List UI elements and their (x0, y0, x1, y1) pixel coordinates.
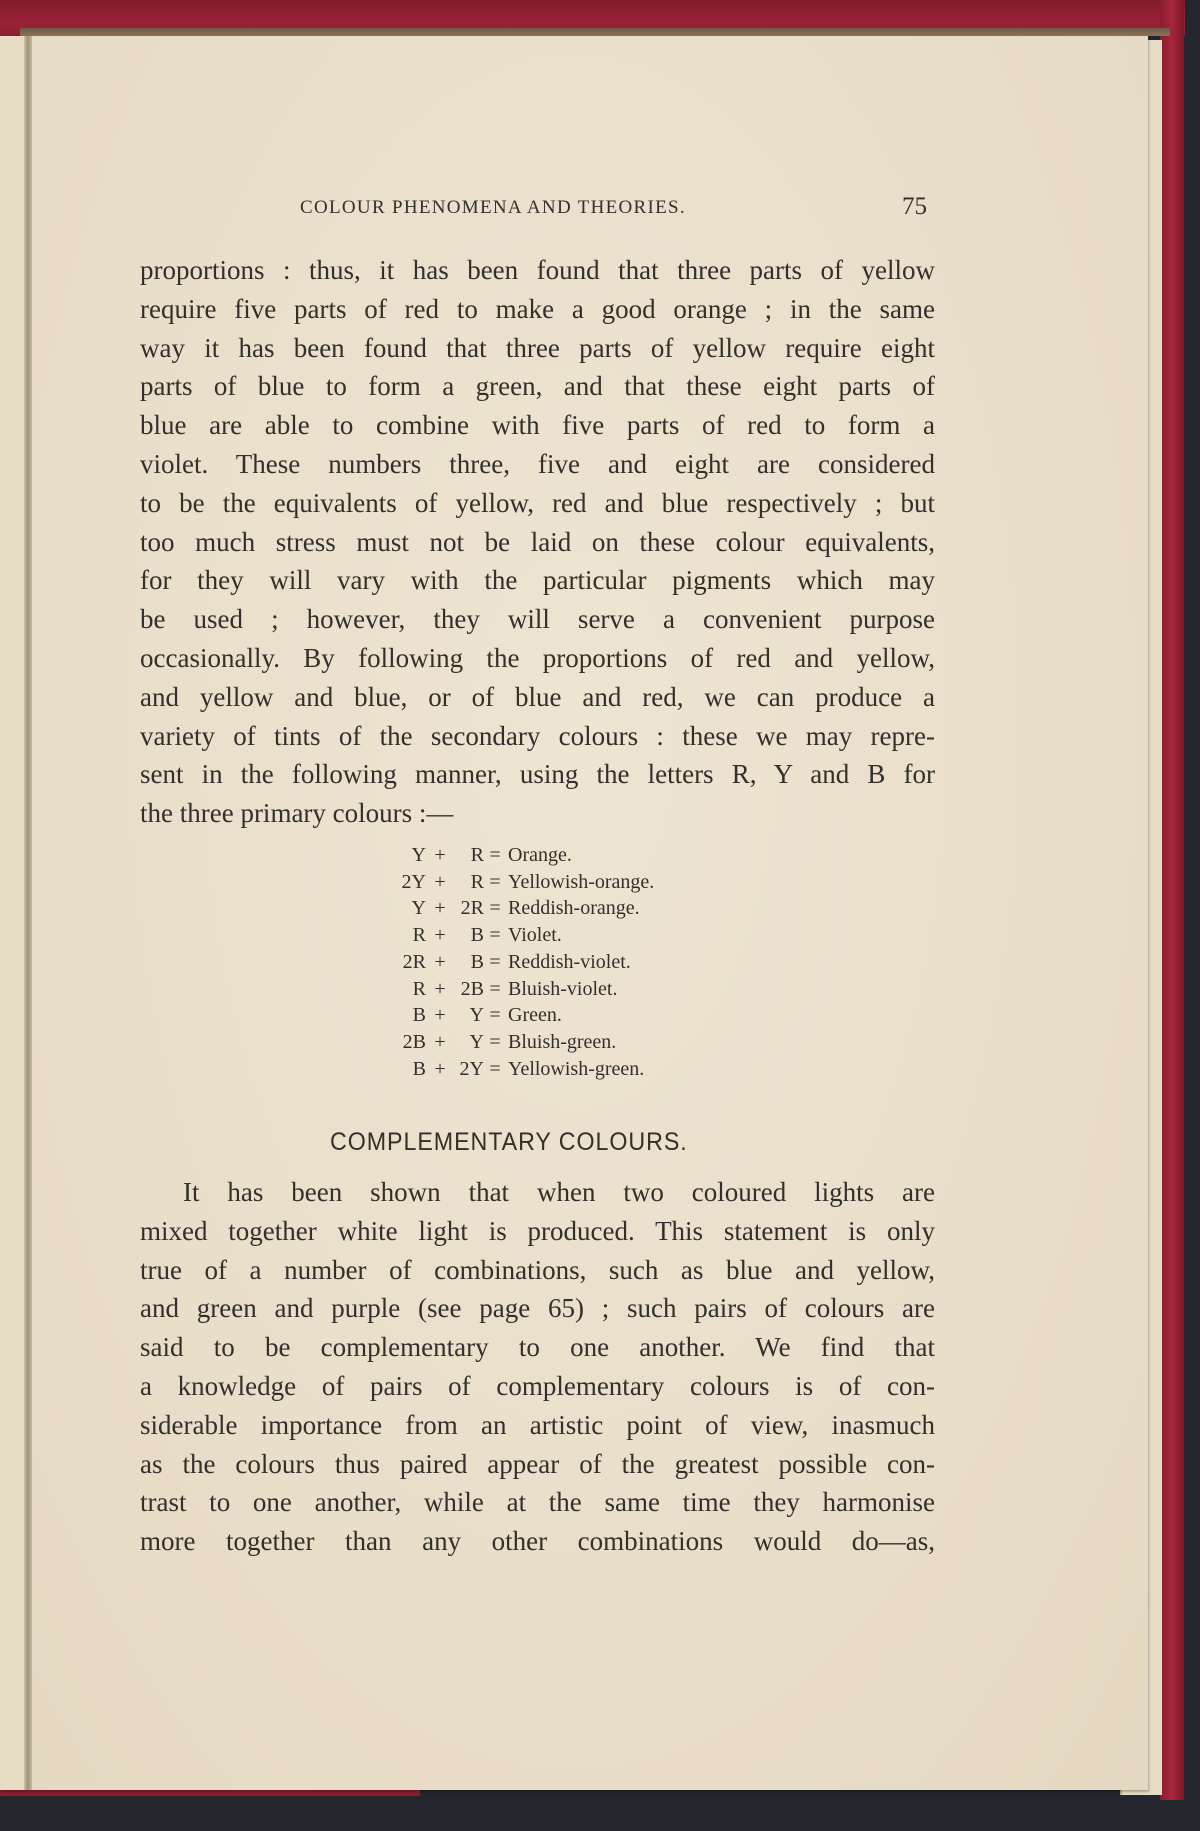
eq-equals-sign: = (489, 977, 501, 1000)
eq-right-term: 2B (460, 977, 484, 1000)
eq-plus-sign: + (434, 870, 446, 893)
text-line: mixed together white light is produced. This statement is only (140, 1215, 935, 1246)
eq-equals-sign: = (489, 870, 501, 893)
eq-equals-sign: = (489, 1030, 501, 1053)
eq-left-term: 2B (402, 1030, 426, 1053)
text-line: more together than any other combinations would do—as, (140, 1526, 935, 1557)
eq-left-term: B (412, 1057, 426, 1080)
text-line: siderable importance from an artistic point of view, inasmuch (140, 1409, 935, 1440)
text-line: blue are able to combine with five parts of red to form a (140, 410, 935, 441)
eq-right-term: Y (469, 1030, 484, 1053)
eq-result: Reddish-violet. (508, 950, 631, 973)
text-line: sent in the following manner, using the letters R, Y and B for (140, 759, 935, 790)
eq-plus-sign: + (434, 1057, 446, 1080)
eq-left-term: Y (411, 844, 426, 866)
text-line: to be the equivalents of yellow, red and blue respectively ; but (140, 487, 935, 518)
text-line: be used ; however, they will serve a convenient purpose (140, 604, 935, 635)
text-line: proportions : thus, it has been found that three parts of yellow (140, 255, 935, 285)
eq-right-term: B (470, 950, 484, 973)
text-line: as the colours thus paired appear of the greatest possible con- (140, 1448, 935, 1479)
text-line: occasionally. By following the proportions of red and yellow, (140, 643, 935, 673)
text-line: true of a number of combinations, such as blue and yellow, (140, 1254, 935, 1285)
eq-equals-sign: = (489, 844, 501, 866)
eq-result: Orange. (508, 844, 572, 866)
eq-equals-sign: = (489, 950, 501, 973)
page-top-gilt-edge (20, 28, 1170, 36)
eq-plus-sign: + (434, 924, 446, 947)
eq-equals-sign: = (489, 897, 501, 920)
eq-left-term: 2Y (401, 870, 426, 893)
eq-equals-sign: = (489, 1004, 501, 1027)
page-number: 75 (902, 193, 927, 220)
eq-result: Violet. (508, 924, 562, 947)
text-line: It has been shown that when two coloured lights are (183, 1177, 935, 1207)
text-line: a knowledge of pairs of complementary colours is of con- (140, 1371, 935, 1401)
eq-result: Yellowish-green. (508, 1057, 645, 1080)
text-line: for they will vary with the particular pigments which may (140, 565, 935, 596)
text-line: and yellow and blue, or of blue and red, we can produce a (140, 681, 935, 712)
text-line: way it has been found that three parts of yellow require eight (140, 332, 935, 363)
book-cover-right-edge (1160, 0, 1184, 1800)
eq-left-term: R (412, 924, 426, 947)
text-line: require five parts of red to make a good orange ; in the same (140, 293, 935, 324)
eq-left-term: 2R (402, 950, 426, 973)
binding-stub (0, 36, 24, 1790)
eq-equals-sign: = (489, 1057, 501, 1080)
text-line: trast to one another, while at the same time they harmonise (140, 1487, 935, 1518)
text-line: too much stress must not be laid on these colour equivalents, (140, 526, 935, 557)
eq-right-term: 2R (460, 897, 484, 920)
eq-plus-sign: + (434, 1030, 446, 1053)
eq-right-term: R (470, 870, 484, 893)
eq-right-term: B (470, 924, 484, 947)
eq-result: Yellowish-orange. (508, 870, 655, 893)
eq-left-term: Y (411, 897, 426, 920)
eq-plus-sign: + (434, 897, 446, 920)
eq-result: Green. (508, 1004, 562, 1027)
text-line: parts of blue to form a green, and that these eight parts of (140, 371, 935, 402)
eq-plus-sign: + (434, 1004, 446, 1027)
text-line: variety of tints of the secondary colours : these we may repre- (140, 720, 935, 751)
text-line: the three primary colours :— (140, 798, 454, 829)
eq-right-term: Y (469, 1004, 484, 1027)
page-gutter (24, 36, 32, 1790)
eq-result: Bluish-violet. (508, 977, 618, 1000)
eq-plus-sign: + (434, 977, 446, 1000)
running-header: COLOUR PHENOMENA AND THEORIES. (300, 197, 686, 218)
eq-result: Reddish-orange. (508, 897, 640, 920)
eq-result: Bluish-green. (508, 1030, 617, 1053)
eq-left-term: R (412, 977, 426, 1000)
eq-plus-sign: + (434, 950, 446, 973)
eq-equals-sign: = (489, 924, 501, 947)
text-line: said to be complementary to one another. We find that (140, 1332, 935, 1363)
eq-plus-sign: + (434, 844, 446, 866)
eq-right-term: R (470, 844, 484, 866)
text-line: violet. These numbers three, five and eight are considered (140, 449, 935, 479)
text-line: and green and purple (see page 65) ; such pairs of colours are (140, 1293, 935, 1324)
eq-right-term: 2Y (459, 1057, 484, 1080)
eq-left-term: B (412, 1004, 426, 1027)
section-heading: COMPLEMENTARY COLOURS. (330, 1128, 688, 1156)
